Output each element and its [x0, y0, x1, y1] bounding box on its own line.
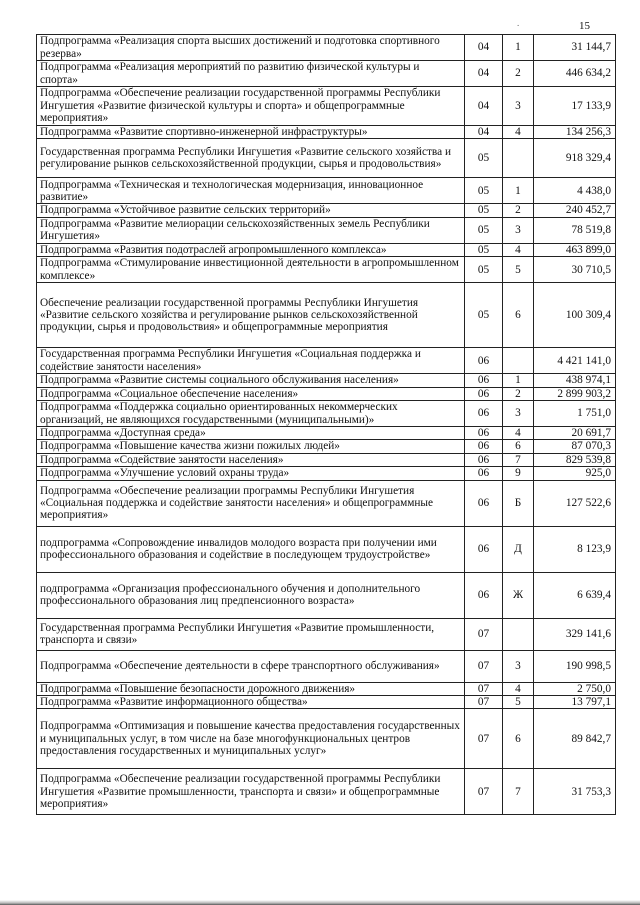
amount: 463 899,0 [534, 243, 616, 256]
code-a: 05 [465, 139, 503, 178]
code-b [503, 618, 534, 650]
code-b: 4 [503, 126, 534, 139]
table-row [37, 283, 616, 348]
code-b: 7 [503, 453, 534, 466]
row-name: Подпрограмма «Развитие информационного общества» [37, 696, 465, 709]
code-b: 1 [503, 35, 534, 61]
amount: 2 750,0 [534, 682, 616, 695]
table-row [37, 709, 616, 769]
row-name: Подпрограмма «Оптимизация и повышение качества предоставления государственных и муниципальных услуг, в том числе на базе многофункциональных центров предоставления государственных и муниципальных услуг» [37, 709, 465, 769]
table-row [37, 257, 616, 283]
amount: 87 070,3 [534, 440, 616, 453]
table-row [37, 374, 616, 387]
code-b [503, 139, 534, 178]
code-b: 7 [503, 769, 534, 815]
amount: 2 899 903,2 [534, 387, 616, 400]
code-b [503, 348, 534, 374]
table-row [37, 618, 616, 650]
amount: 4 438,0 [534, 178, 616, 204]
row-name: Подпрограмма «Реализация спорта высших достижений и подготовка спортивного резерва» [37, 35, 465, 61]
code-a: 05 [465, 178, 503, 204]
row-name: Подпрограмма «Обеспечение деятельности в сфере транспортного обслуживания» [37, 650, 465, 682]
row-name: Подпрограмма «Поддержка социально ориентированных некоммерческих организаций, не являющихся государственными (муниципальными)» [37, 401, 465, 427]
table-row [37, 178, 616, 204]
table-row [37, 480, 616, 526]
code-b: 6 [503, 709, 534, 769]
table-row [37, 769, 616, 815]
code-a: 06 [465, 467, 503, 480]
code-b: 6 [503, 283, 534, 348]
code-a: 07 [465, 769, 503, 815]
row-name: Подпрограмма «Доступная среда» [37, 427, 465, 440]
code-b: 4 [503, 682, 534, 695]
code-a: 06 [465, 427, 503, 440]
row-name: Подпрограмма «Стимулирование инвестиционной деятельности в агропромышленном комплексе» [37, 257, 465, 283]
table-row [37, 139, 616, 178]
row-name: Подпрограмма «Социальное обеспечение населения» [37, 387, 465, 400]
code-b: 5 [503, 257, 534, 283]
code-b: 9 [503, 467, 534, 480]
code-b: 5 [503, 696, 534, 709]
table-row [37, 87, 616, 126]
row-name: Подпрограмма «Техническая и технологическая модернизация, инновационное развитие» [37, 178, 465, 204]
code-b: 4 [503, 427, 534, 440]
table-row [37, 348, 616, 374]
code-b: 2 [503, 204, 534, 217]
row-name: подпрограмма «Сопровождение инвалидов молодого возраста при получении ими профессионального образования и содействие в последующем трудоустройстве» [37, 526, 465, 572]
scan-mark: . [517, 18, 520, 28]
code-a: 04 [465, 87, 503, 126]
amount: 20 691,7 [534, 427, 616, 440]
table-row [37, 467, 616, 480]
table-row [37, 572, 616, 618]
amount: 31 753,3 [534, 769, 616, 815]
table-row [37, 526, 616, 572]
table-row [37, 61, 616, 87]
row-name: Обеспечение реализации государственной программы Республики Ингушетия «Развитие сельского хозяйства и регулирование рынков сельскохозяйственной продукции, сырья и продовольствия» и общепрограммные мероприятия [37, 283, 465, 348]
amount: 30 710,5 [534, 257, 616, 283]
amount: 134 256,3 [534, 126, 616, 139]
code-a: 07 [465, 682, 503, 695]
table-row [37, 453, 616, 466]
amount: 78 519,8 [534, 217, 616, 243]
row-name: Подпрограмма «Улучшение условий охраны труда» [37, 467, 465, 480]
code-a: 05 [465, 217, 503, 243]
table-row [37, 650, 616, 682]
budget-table [36, 34, 616, 815]
code-a: 06 [465, 374, 503, 387]
amount: 446 634,2 [534, 61, 616, 87]
table-row [37, 387, 616, 400]
code-a: 07 [465, 696, 503, 709]
code-a: 06 [465, 526, 503, 572]
amount: 925,0 [534, 467, 616, 480]
row-name: Подпрограмма «Повышение безопасности дорожного движения» [37, 682, 465, 695]
code-b: 6 [503, 440, 534, 453]
table-row [37, 204, 616, 217]
code-b: Б [503, 480, 534, 526]
code-a: 06 [465, 572, 503, 618]
row-name: Подпрограмма «Реализация мероприятий по развитию физической культуры и спорта» [37, 61, 465, 87]
amount: 127 522,6 [534, 480, 616, 526]
page-number: 15 [579, 20, 590, 32]
row-name: Подпрограмма «Обеспечение реализации государственной программы Республики Ингушетия «Развитие промышленности, транспорта и связи» и общепрограммные мероприятия» [37, 769, 465, 815]
table-row [37, 243, 616, 256]
amount: 190 998,5 [534, 650, 616, 682]
row-name: Подпрограмма «Устойчивое развитие сельских территорий» [37, 204, 465, 217]
code-a: 05 [465, 243, 503, 256]
code-b: 2 [503, 61, 534, 87]
code-a: 06 [465, 480, 503, 526]
row-name: Подпрограмма «Повышение качества жизни пожилых людей» [37, 440, 465, 453]
amount: 4 421 141,0 [534, 348, 616, 374]
row-name: Подпрограмма «Развития подотраслей агропромышленного комплекса» [37, 243, 465, 256]
table-row [37, 696, 616, 709]
code-a: 07 [465, 618, 503, 650]
code-b: 3 [503, 217, 534, 243]
code-b: 3 [503, 650, 534, 682]
code-b: 2 [503, 387, 534, 400]
code-b: Д [503, 526, 534, 572]
row-name: Государственная программа Республики Ингушетия «Развитие промышленности, транспорта и связи» [37, 618, 465, 650]
table-row [37, 126, 616, 139]
code-b: 1 [503, 178, 534, 204]
table-row [37, 427, 616, 440]
code-b: 3 [503, 87, 534, 126]
code-b: 1 [503, 374, 534, 387]
code-a: 04 [465, 61, 503, 87]
row-name: Государственная программа Республики Ингушетия «Социальная поддержка и содействие занятости населения» [37, 348, 465, 374]
row-name: Подпрограмма «Обеспечение реализации государственной программы Республики Ингушетия «Развитие физической культуры и спорта» и общепрограммные мероприятия» [37, 87, 465, 126]
amount: 89 842,7 [534, 709, 616, 769]
amount: 17 133,9 [534, 87, 616, 126]
amount: 918 329,4 [534, 139, 616, 178]
amount: 6 639,4 [534, 572, 616, 618]
code-b: 4 [503, 243, 534, 256]
code-a: 05 [465, 283, 503, 348]
table-row [37, 440, 616, 453]
code-a: 06 [465, 401, 503, 427]
code-a: 06 [465, 387, 503, 400]
row-name: подпрограмма «Организация профессионального обучения и дополнительного профессионального образования лиц предпенсионного возраста» [37, 572, 465, 618]
code-b: Ж [503, 572, 534, 618]
code-a: 06 [465, 440, 503, 453]
code-a: 06 [465, 453, 503, 466]
amount: 829 539,8 [534, 453, 616, 466]
table-row [37, 401, 616, 427]
code-a: 05 [465, 204, 503, 217]
code-a: 07 [465, 650, 503, 682]
row-name: Государственная программа Республики Ингушетия «Развитие сельского хозяйства и регулирование рынков сельскохозяйственной продукции, сырья и продовольствия» [37, 139, 465, 178]
code-a: 04 [465, 126, 503, 139]
amount: 13 797,1 [534, 696, 616, 709]
code-b: 3 [503, 401, 534, 427]
amount: 31 144,7 [534, 35, 616, 61]
table-body [37, 35, 616, 815]
amount: 100 309,4 [534, 283, 616, 348]
code-a: 06 [465, 348, 503, 374]
amount: 438 974,1 [534, 374, 616, 387]
row-name: Подпрограмма «Развитие мелиорации сельскохозяйственных земель Республики Ингушетия» [37, 217, 465, 243]
row-name: Подпрограмма «Обеспечение реализации программы Республики Ингушетия «Социальная поддержка и содействие занятости населения» и общепрограммные мероприятия» [37, 480, 465, 526]
code-a: 05 [465, 257, 503, 283]
amount: 329 141,6 [534, 618, 616, 650]
table-row [37, 35, 616, 61]
table-row [37, 217, 616, 243]
row-name: Подпрограмма «Содействие занятости населения» [37, 453, 465, 466]
row-name: Подпрограмма «Развитие системы социального обслуживания населения» [37, 374, 465, 387]
amount: 8 123,9 [534, 526, 616, 572]
scan-edge [0, 900, 640, 905]
amount: 1 751,0 [534, 401, 616, 427]
table-row [37, 682, 616, 695]
code-a: 07 [465, 709, 503, 769]
code-a: 04 [465, 35, 503, 61]
row-name: Подпрограмма «Развитие спортивно-инженерной инфраструктуры» [37, 126, 465, 139]
amount: 240 452,7 [534, 204, 616, 217]
